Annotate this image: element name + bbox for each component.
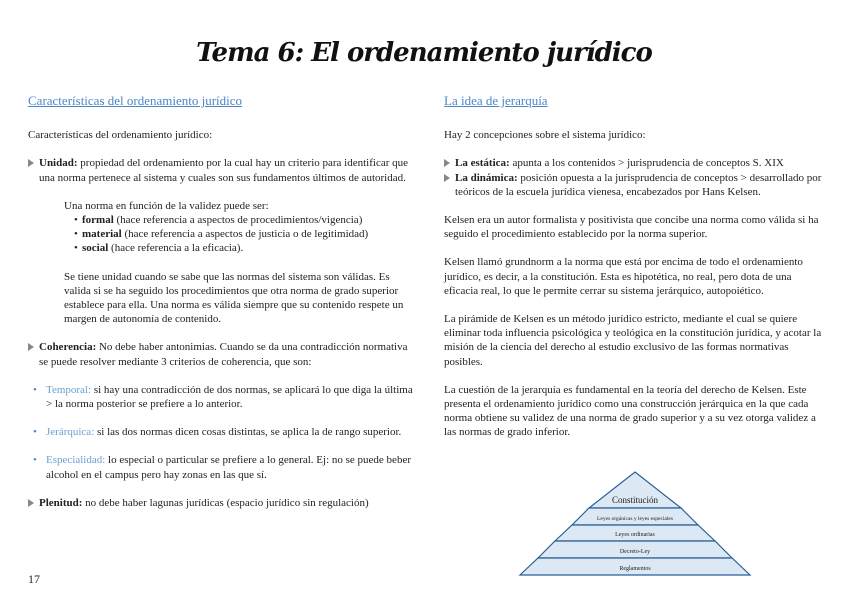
estatica-label: La estática: bbox=[455, 157, 510, 170]
criterio-label: Jerárquica: bbox=[46, 426, 95, 439]
coherencia-text: No debe haber antonimias. Cuando se da una contradicción normativa se puede resolver mediante 3 criterios de coherencia, que son: bbox=[39, 341, 408, 368]
criterio-jerarquica bbox=[28, 425, 418, 439]
coherencia-item bbox=[28, 340, 418, 368]
pyramid-label-constitucion: Constitución bbox=[611, 495, 659, 505]
kelsen-paragraph-1: Kelsen era un autor formalista y positivista que concibe una norma como válida si ha seguido el procedimiento establecido por la norma superior. bbox=[444, 214, 819, 241]
section-heading-jerarquia: La idea de jerarquía bbox=[444, 93, 548, 108]
bullet-dot-icon: • bbox=[74, 242, 78, 255]
unidad-label: Unidad: bbox=[39, 157, 78, 170]
dinamica-item bbox=[444, 171, 824, 199]
criterio-text: si hay una contradicción de dos normas, se aplicará lo que diga la última > la norma posterior se prefiere a lo anterior. bbox=[46, 383, 413, 411]
unidad-paragraph: Se tiene unidad cuando se sabe que las normas del sistema son válidas. Es valida si se ha seguido los procedimientos que otra norma de grado superior establece para ella. Una norma es válida siempre que su contenido respete un margen de autonomía de contenido. bbox=[64, 270, 404, 326]
bullet-dot-icon: • bbox=[74, 214, 78, 227]
criterio-label: Especialidad: bbox=[46, 454, 106, 467]
estatica-text: apunta a los contenidos > jurisprudencia de conceptos S. XIX bbox=[509, 157, 784, 170]
bullet-dot-icon: • bbox=[33, 454, 37, 467]
unidad-text: propiedad del ordenamiento por la cual hay un criterio para identificar que una norma pertenece al sistema y cuales son sus fundamentos últimos de autoridad. bbox=[39, 157, 409, 184]
section-heading-caracteristicas: Características del ordenamiento jurídico bbox=[28, 93, 243, 108]
validez-block bbox=[28, 199, 418, 256]
plenitud-item bbox=[28, 496, 418, 510]
bullet-dot-icon: • bbox=[74, 228, 78, 241]
dinamica-text: posición opuesta a la jurisprudencia de conceptos > desarrollado por teóricos de la escuela jurídica vienesa, encabezados por Hans Kelsen. bbox=[455, 171, 822, 198]
list-item bbox=[64, 227, 418, 241]
page-number: 17 bbox=[28, 572, 40, 586]
page-title: Tema 6: El ordenamiento jurídico bbox=[196, 38, 652, 68]
coherencia-label: Coherencia: bbox=[39, 341, 97, 354]
plenitud-text: no debe haber lagunas jurídicas (espacio jurídico sin regulación) bbox=[82, 496, 369, 509]
validez-list bbox=[64, 213, 418, 256]
list-item-text: (hace referencia a aspectos de procedimientos/vigencia) bbox=[113, 214, 363, 227]
plenitud-label: Plenitud: bbox=[39, 496, 83, 509]
arrow-bullet-icon bbox=[28, 343, 34, 351]
list-item bbox=[64, 241, 418, 255]
criterio-especialidad bbox=[28, 453, 418, 481]
kelsen-paragraph-3: La pirámide de Kelsen es un método jurídico estricto, mediante el cual se quiere eliminar toda influencia psicológica y teológica en la constitución jurídica, y acotar la misión de la ciencia del derecho al estudio exclusivo de las formas normativas posibles. bbox=[444, 313, 822, 368]
left-intro: Características del ordenamiento jurídico: bbox=[28, 129, 213, 142]
kelsen-paragraph-4: La cuestión de la jerarquía es fundamental en la teoría del derecho de Kelsen. Este presenta el ordenamiento jurídico como una construcción jerárquica en la que cada norma obtiene su validez de una norma de grado superior y a su vez otorga validez a las normas de grado inferior. bbox=[444, 383, 816, 439]
list-item-text: (hace referencia a la eficacia). bbox=[108, 242, 244, 255]
list-item bbox=[64, 213, 418, 227]
dinamica-label: La dinámica: bbox=[455, 171, 518, 184]
right-column bbox=[444, 92, 824, 440]
list-item-label: social bbox=[82, 242, 109, 255]
estatica-item bbox=[444, 156, 824, 170]
arrow-bullet-icon bbox=[444, 159, 450, 167]
criterio-label: Temporal: bbox=[46, 383, 92, 396]
bullet-dot-icon: • bbox=[33, 383, 37, 396]
criterio-text: lo especial o particular se prefiere a lo general. Ej: no se puede beber alcohol en el campus pero hay zonas en las que sí. bbox=[46, 454, 411, 481]
list-item-label: material bbox=[82, 228, 122, 241]
unidad-item bbox=[28, 156, 418, 184]
pyramid-label-ordinarias: Leyes ordinarias bbox=[615, 532, 655, 538]
pyramid-label-organicas: Leyes orgánicas y leyes especiales bbox=[597, 516, 673, 522]
arrow-bullet-icon bbox=[444, 174, 450, 182]
criterio-temporal bbox=[28, 383, 418, 411]
arrow-bullet-icon bbox=[28, 499, 34, 507]
kelsen-paragraph-2: Kelsen llamó grundnorm a la norma que está por encima de todo el ordenamiento jurídico, es decir, a la constitución. Esta es hipotética, no real, pero dota de una eficacia real, lo que le permite cerrar su sistema jerárquico, autopoiético. bbox=[444, 256, 803, 297]
kelsen-pyramid bbox=[510, 470, 760, 580]
pyramid-label-reglamentos: Reglamentos bbox=[619, 566, 651, 572]
criterio-text: si las dos normas dicen cosas distintas, se aplica la de rango superior. bbox=[94, 426, 402, 439]
arrow-bullet-icon bbox=[28, 159, 34, 167]
right-intro: Hay 2 concepciones sobre el sistema jurídico: bbox=[444, 129, 646, 142]
validez-intro: Una norma en función de la validez puede ser: bbox=[64, 199, 269, 212]
list-item-text: (hace referencia a aspectos de justicia o de legitimidad) bbox=[121, 228, 369, 241]
left-column bbox=[28, 92, 418, 510]
pyramid-label-decreto: Decreto-Ley bbox=[619, 549, 651, 555]
list-item-label: formal bbox=[82, 214, 114, 227]
bullet-dot-icon: • bbox=[33, 426, 37, 439]
